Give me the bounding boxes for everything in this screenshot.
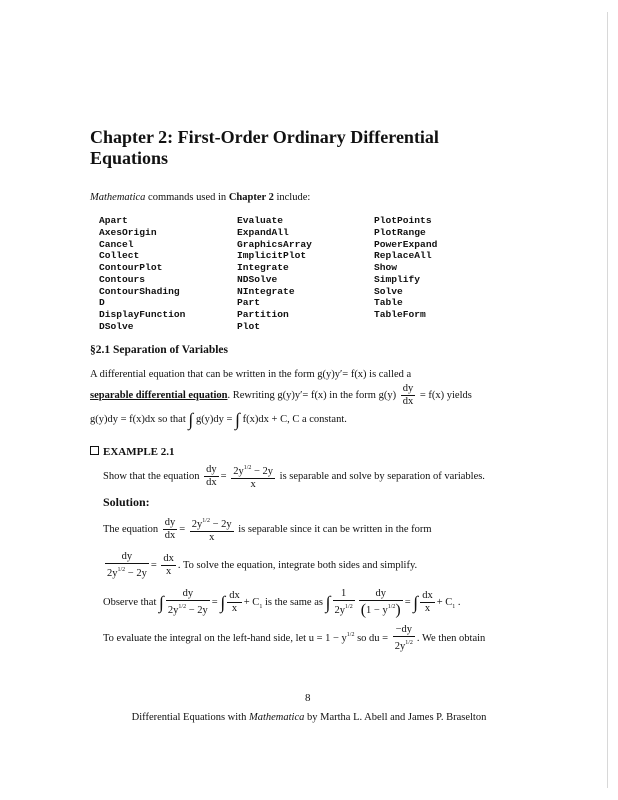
fraction-dy-dx: $\frac{dy}{dx}$	[402, 383, 414, 407]
page-number: 8	[305, 692, 311, 704]
command-item: GraphicsArray	[237, 238, 312, 250]
integral-sign: ∫	[235, 409, 241, 430]
p3-text-c: f(x)dx + C, C a constant.	[242, 414, 347, 425]
evaluate-line: To evaluate the integral on the left-hand side, let $u = 1 - y^{1/2}$ so du = $\frac{-dy}{2y^{1/2}}$ . We then obtain	[103, 624, 486, 652]
command-item: ImplicitPlot	[237, 250, 307, 262]
eval-text-c: . We then obtain	[416, 632, 486, 644]
page-edge-line	[607, 12, 608, 788]
command-item: Solve	[374, 285, 403, 297]
command-item: PowerExpand	[374, 238, 438, 250]
command-item: Part	[237, 297, 261, 309]
footer-text-post: by Martha L. Abell and James P. Braselton	[307, 712, 487, 723]
command-item: Show	[374, 262, 398, 273]
observe-text-b: is the same as	[264, 596, 323, 608]
solve-text: . To solve the equation, integrate both sides and simplify.	[177, 559, 418, 571]
command-column-1	[99, 215, 185, 333]
checkbox-icon	[90, 446, 99, 455]
command-column-2	[237, 215, 312, 333]
command-item: Apart	[99, 215, 128, 226]
command-item: NDSolve	[237, 273, 278, 285]
paragraph-2	[90, 383, 472, 408]
fraction-separated-left: $\frac{dy}{2y^{1/2} - 2y}$	[107, 551, 147, 579]
command-item: PlotRange	[374, 226, 426, 238]
show-text-a: Show that the equation	[103, 470, 200, 482]
intro-suffix: include:	[276, 192, 311, 203]
intro-software: Mathematica	[90, 192, 146, 203]
fraction-du: $\frac{-dy}{2y^{1/2}}$	[394, 624, 413, 652]
p2-text-a: . Rewriting g(y)y′= f(x) in the form g(y)	[227, 389, 397, 401]
command-item: DSolve	[99, 320, 134, 332]
show-text-b: is separable and solve by separation of variables.	[279, 470, 485, 482]
chapter-title: Chapter 2: First-Order Ordinary Differential Equations	[90, 127, 439, 168]
fraction-one-over: $\frac{1}{2y^{1/2}}$	[334, 588, 353, 616]
defined-term: separable differential equation	[90, 389, 228, 401]
command-item: Simplify	[374, 273, 421, 285]
integral-sign: ∫	[188, 409, 194, 430]
paragraph-3	[90, 409, 347, 430]
command-item: Contours	[99, 273, 146, 285]
fraction-dx-x: $\frac{dx}{x}$	[163, 553, 174, 577]
command-item: Partition	[237, 309, 289, 320]
fraction-observe-2: $\frac{dy}{(1 - y^{1/2})}$	[360, 588, 401, 619]
footer	[0, 712, 618, 723]
p2-text-b: = f(x) yields	[419, 389, 472, 401]
command-column-3	[374, 215, 437, 321]
command-item: Cancel	[99, 238, 134, 250]
fraction-rhs: $\frac{2y^{1/2} - 2y}{x}$	[191, 518, 232, 543]
example-label: EXAMPLE 2.1	[103, 446, 175, 458]
footer-text-pre: Differential Equations with	[131, 712, 247, 723]
observe-text-a: Observe that	[103, 596, 157, 608]
command-item: PlotPoints	[374, 215, 432, 226]
integral-sign: ∫	[220, 592, 226, 613]
command-item: Plot	[237, 320, 261, 332]
command-item: ExpandAll	[237, 226, 289, 238]
separated-line: $\frac{dy}{2y^{1/2} - 2y}$ = $\frac{dx}{x}$ . To solve the equation, integrate both sides and simplify.	[107, 551, 418, 579]
command-item: AxesOrigin	[99, 226, 157, 238]
fraction-dx-x: $\frac{dx}{x}$	[229, 590, 240, 614]
example-heading	[90, 446, 175, 458]
eq-text-a: The equation	[103, 523, 159, 535]
command-item: DisplayFunction	[99, 309, 186, 320]
solution-label: Solution:	[103, 495, 150, 509]
command-item: Collect	[99, 250, 140, 262]
section-title: §2.1 Separation of Variables	[90, 344, 229, 356]
fraction-dx-x: $\frac{dx}{x}$	[422, 590, 433, 614]
command-item: D	[99, 297, 105, 309]
command-item: Integrate	[237, 262, 289, 273]
p3-text-b: g(y)dy =	[195, 414, 233, 425]
command-item: ReplaceAll	[374, 250, 432, 262]
fraction-rhs: $\frac{2y^{1/2} - 2y}{x}$	[233, 465, 274, 490]
eval-text-b: so du =	[357, 632, 389, 644]
observe-line: Observe that ∫ $\frac{dy}{2y^{1/2} - 2y}$ = ∫ $\frac{dx}{x}$ + $C_1$ is the same as ∫ $\frac{1}{2y^{1/2}}$ $\frac{dy}{(1 - y^{1/2})}$ = ∫ $\frac{dx}{x}$ + $C_1$ .	[103, 588, 461, 619]
command-item: NIntegrate	[237, 285, 295, 297]
command-item: ContourShading	[99, 285, 180, 297]
paragraph-1: A differential equation that can be written in the form g(y)y′= f(x) is called a	[90, 369, 412, 380]
command-item: Table	[374, 297, 403, 309]
example-statement: Show that the equation $\frac{dy}{dx}$ = $\frac{2y^{1/2} - 2y}{x}$ is separable and solve by separation of variables.	[103, 464, 485, 490]
eval-text-a: To evaluate the integral on the left-hand side, let u = 1 − y	[103, 632, 347, 644]
p3-text-a: g(y)dy = f(x)dx so that	[90, 414, 186, 425]
command-item: Evaluate	[237, 215, 284, 226]
integral-sign: ∫	[413, 592, 419, 613]
equation-line: The equation $\frac{dy}{dx}$ = $\frac{2y^{1/2} - 2y}{x}$ is separable since it can be written in the form	[103, 517, 432, 543]
fraction-dy-dx: $\frac{dy}{dx}$	[164, 517, 176, 541]
fraction-dy-dx: $\frac{dy}{dx}$	[206, 464, 217, 488]
intro-chapter: Chapter 2	[228, 192, 274, 203]
command-item: TableForm	[374, 309, 426, 320]
fraction-observe-1: $\frac{dy}{2y^{1/2} - 2y}$	[167, 588, 208, 616]
intro-line	[90, 192, 310, 203]
footer-software: Mathematica	[248, 712, 305, 723]
eq-text-b: is separable since it can be written in the form	[238, 523, 432, 535]
intro-text: commands used in	[148, 192, 227, 203]
command-item: ContourPlot	[99, 262, 163, 273]
integral-sign: ∫	[158, 592, 164, 613]
integral-sign: ∫	[325, 592, 331, 613]
